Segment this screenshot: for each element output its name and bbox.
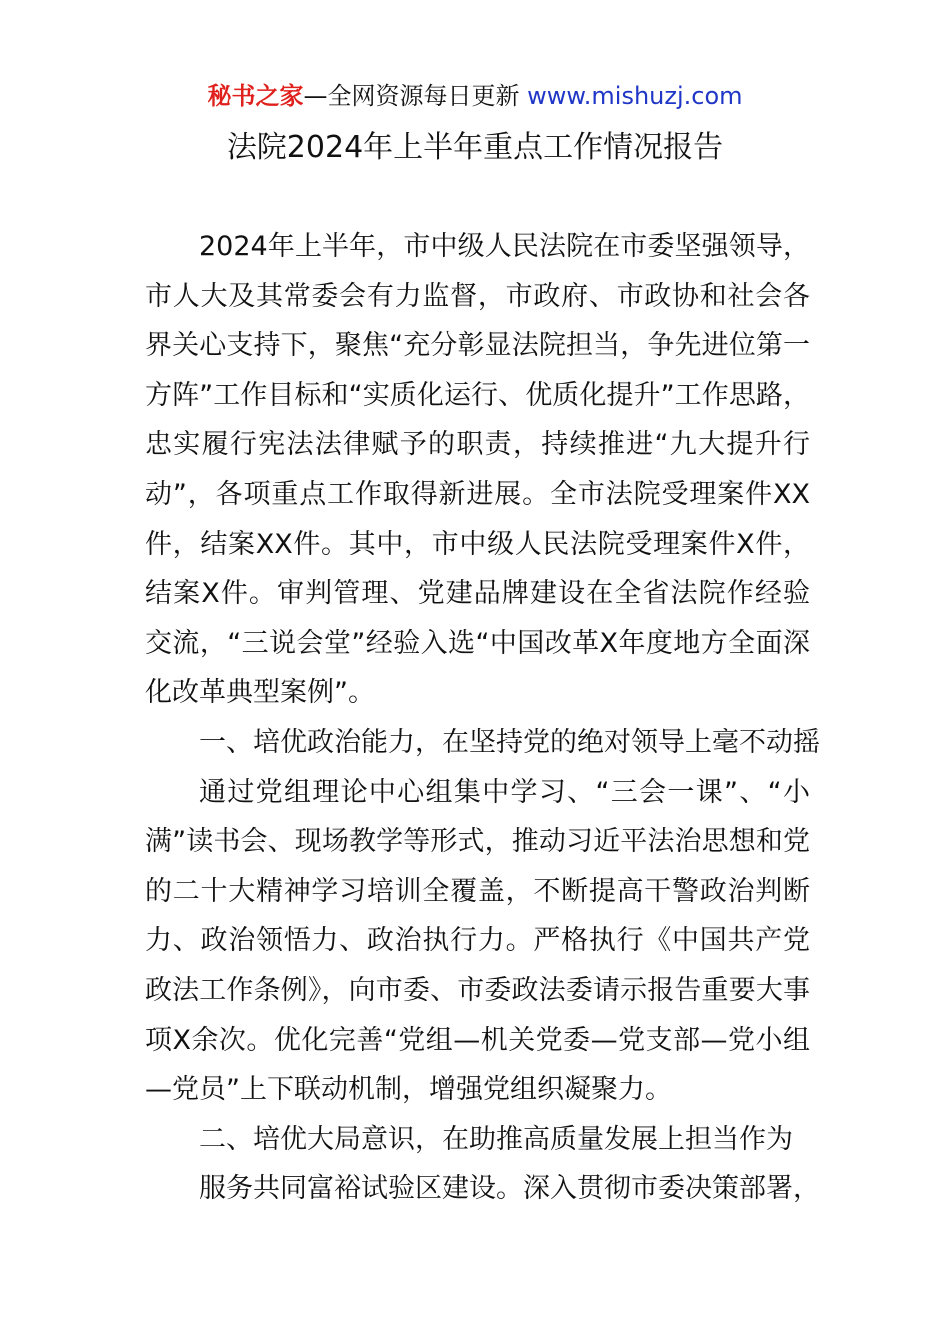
site-banner [0, 80, 950, 112]
section-heading-2: 二、培优大局意识，在助推高质量发展上担当作为 [199, 1123, 793, 1155]
document-body [145, 222, 820, 1214]
banner-slogan: —全网资源每日更新 [303, 82, 520, 110]
banner-brand: 秘书之家 [207, 82, 304, 110]
section-paragraph-2: 服务共同富裕试验区建设。深入贯彻市委决策部署， [199, 1173, 820, 1205]
section-paragraph-1: 通过党组理论中心组集中学习、“三会一课”、“小满”读书会、现场教学等形式，推动习近平法治思想和党的二十大精神学习培训全覆盖，不断提高干警政治判断力、政治领悟力、政治执行力。严格执行《中国共产党政法工作条例》，向市委、市委政法委请示报告重要大事项X余次。优化完善“党组—机关党委—党支部—党小组—党员”上下联动机制，增强党组织凝聚力。 [145, 776, 810, 1106]
banner-url[interactable]: www.mishuzj.com [519, 82, 743, 110]
document-title: 法院2024年上半年重点工作情况报告 [226, 130, 724, 165]
intro-paragraph: 2024年上半年，市中级人民法院在市委坚强领导，市人大及其常委会有力监督，市政府、市政协和社会各界关心支持下，聚焦“充分彰显法院担当，争先进位第一方阵”工作目标和“实质化运行、优质化提升”工作思路，忠实履行宪法法律赋予的职责，持续推进“九大提升行动”，各项重点工作取得新进展。全市法院受理案件XX件，结案XX件。其中，市中级人民法院受理案件X件，结案X件。审判管理、党建品牌建设在全省法院作经验交流，“三说会堂”经验入选“中国改革X年度地方全面深化改革典型案例”。 [145, 231, 810, 709]
section-heading-1: 一、培优政治能力，在坚持党的绝对领导上毫不动摇 [199, 726, 820, 758]
